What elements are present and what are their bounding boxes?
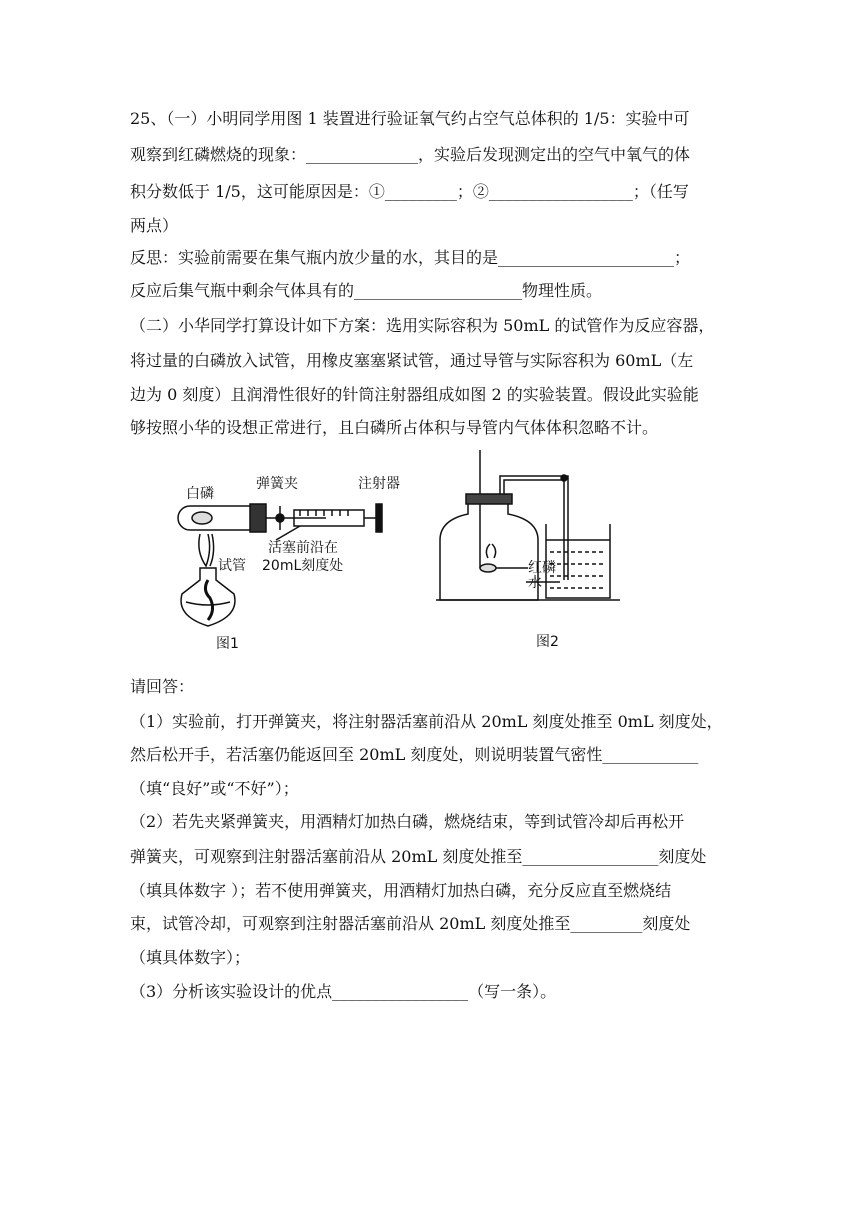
question-line: 束，试管冷却，可观察到注射器活塞前沿从 20mL 刻度处推至_________刻度处 — [130, 914, 691, 933]
label-syringe: 注射器 — [358, 476, 400, 492]
question-line: （填具体数字）； — [130, 948, 251, 967]
question-line: 积分数低于 1/5，这可能原因是：①_________；②__________________；（任写 — [130, 182, 689, 201]
white-phosphorus — [192, 512, 212, 524]
question-line: 两点） — [130, 216, 179, 235]
question-line: 将过量的白磷放入试管，用橡皮塞塞紧试管，通过导管与实际容积为 60mL（左 — [130, 351, 694, 370]
question-line: 请回答： — [130, 677, 195, 696]
lamp-wick — [205, 580, 212, 620]
question-line: （1）实验前，打开弹簧夹，将注射器活塞前沿从 20mL 刻度处推至 0mL 刻度处， — [130, 712, 723, 731]
bottle-stopper — [466, 494, 512, 504]
rubber-stopper — [250, 504, 266, 532]
question-line: 然后松开手，若活塞仍能返回至 20mL 刻度处，则说明装置气密性____________ — [130, 745, 699, 764]
question-line: （填具体数字 ）；若不使用弹簧夹，用酒精灯加热白磷，充分反应直至燃烧结 — [130, 881, 672, 900]
label-water: 水 — [528, 575, 542, 591]
question-line: （填“良好”或“不好”）； — [130, 779, 299, 798]
tube-clip-icon — [561, 475, 567, 481]
label-plunger-line1: 活塞前沿在 — [268, 540, 338, 556]
question-line: （3）分析该实验设计的优点_________________（写一条）。 — [130, 982, 557, 1001]
figure1-caption: 图1 — [216, 636, 239, 652]
label-red-phosphorus: 红磷 — [528, 560, 556, 576]
label-test-tube: 试管 — [218, 558, 246, 574]
figure2-caption: 图2 — [536, 634, 559, 650]
question-line: （二）小华同学打算设计如下方案：选用实际容积为 50mL 的试管作为反应容器， — [130, 316, 715, 335]
gas-collecting-bottle — [440, 500, 538, 600]
label-white-phosphorus: 白磷 — [186, 486, 214, 502]
question-line: 25、（一）小明同学用图 1 装置进行验证氧气约占空气总体积的 1/5：实验中可 — [130, 109, 690, 128]
question-line: 够按照小华的设想正常进行，且白磷所占体积与导管内气体体积忽略不计。 — [130, 418, 659, 437]
question-line: 边为 0 刻度）且润滑性很好的针筒注射器组成如图 2 的实验装置。假设此实验能 — [130, 385, 699, 404]
flame-icon — [199, 534, 214, 566]
question-line: 反思：实验前需要在集气瓶内放少量的水，其目的是______________________； — [130, 248, 691, 267]
question-line: 观察到红磷燃烧的现象：______________，实验后发现测定出的空气中氧气的体 — [130, 145, 691, 164]
question-line: 反应后集气瓶中剩余气体具有的_____________________物理性质。 — [130, 281, 603, 300]
figures — [150, 440, 750, 670]
test-tube — [178, 506, 250, 530]
question-line: 弹簧夹，可观察到注射器活塞前沿从 20mL 刻度处推至_________________刻度处 — [130, 847, 707, 866]
label-plunger-line2: 20mL刻度处 — [262, 558, 344, 574]
label-spring-clip: 弹簧夹 — [256, 476, 298, 492]
apparatus-figures — [150, 440, 750, 670]
question-line: （2）若先夹紧弹簧夹，用酒精灯加热白磷，燃烧结束，等到试管冷却后再松开 — [130, 812, 685, 831]
combustion-spoon — [480, 564, 496, 572]
